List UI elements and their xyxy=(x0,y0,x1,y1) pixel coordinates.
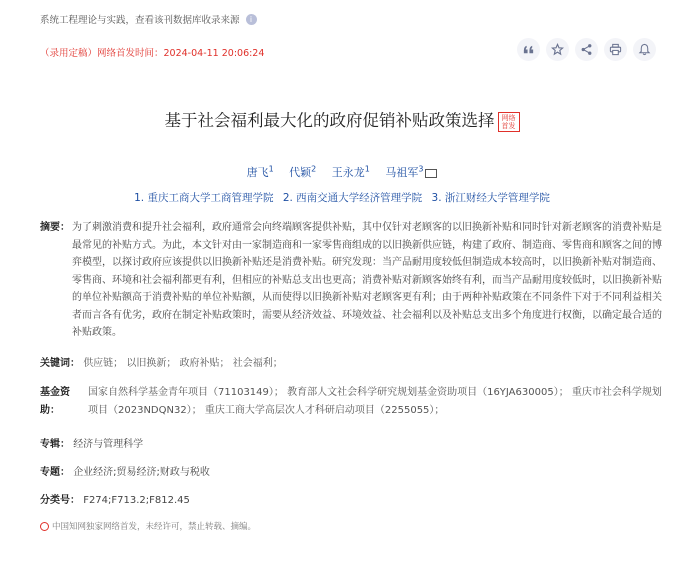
keyword-link[interactable]: 以旧换新； xyxy=(126,358,177,369)
abstract-text: 为了刺激消费和提升社会福利，政府通常会向终端顾客提供补贴，其中仅针对老顾客的以旧换新补贴和同时针对新老顾客的消费补贴是最常见的补贴方式。为此，本文针对由一家制造商和一家零售商组成的以旧换新供应链，构建了政府、制造商、零售商和顾客之间的博弈模型，以探讨政府应该提供以旧换新补贴还是消费补贴。研究发现：当产品耐用度较低但制造成本较高时，以旧换新补贴对制造商、零售商、环境和社会福利都更有利，但相应的补贴总支出也更高；消费补贴对新顾客始终有利，而当产品耐用度较低时，以旧换新补贴的单位补贴额高于消费补贴的单位补贴额，从而使得以旧换新补贴对老顾客更有利；由于两种补贴政策在不同条件下对于不同利益相关者而言各有优劣，政府在制定补贴政策时，需要从经济效益、环境效益、社会福利以及补贴总支出多个角度进行权衡，以确定最合适的补贴政策。 xyxy=(72,222,662,338)
author-affil-index: 1 xyxy=(268,164,274,174)
article-toolbar xyxy=(517,38,656,61)
author-link[interactable] xyxy=(332,166,370,179)
author-name: 代颖 xyxy=(289,166,312,179)
print-icon xyxy=(609,43,622,56)
author-affil-index: 1 xyxy=(364,164,370,174)
topic-label: 专题： xyxy=(40,467,70,478)
classification-section xyxy=(40,492,190,510)
topic-value: 企业经济;贸易经济;财政与税收 xyxy=(73,467,210,478)
online-first-badge: 网络首发 xyxy=(498,112,520,132)
keyword-link[interactable]: 社会福利； xyxy=(232,358,283,369)
collection-section xyxy=(40,436,143,454)
author-affil-index: 2 xyxy=(311,164,317,174)
alert-button[interactable] xyxy=(633,38,656,61)
topic-section xyxy=(40,464,210,482)
collection-label: 专辑： xyxy=(40,439,70,450)
abstract-label: 摘要： xyxy=(40,222,70,233)
affiliation-link[interactable]: 1. 重庆工商大学工商管理学院 xyxy=(134,192,274,204)
affiliation-link[interactable]: 2. 西南交通大学经济管理学院 xyxy=(282,192,423,204)
info-icon[interactable]: i xyxy=(246,14,257,25)
favorite-button[interactable] xyxy=(546,38,569,61)
author-name: 唐飞 xyxy=(246,166,269,179)
cnki-icon xyxy=(40,522,49,531)
mail-icon[interactable] xyxy=(425,169,437,178)
affiliation-list xyxy=(0,190,684,205)
funding-text[interactable]: 国家自然科学基金青年项目（71103149）； 教育部人文社会科学研究规划基金资助项目（16YJA630005）； 重庆市社会科学规划项目（2023NDQN32）； 重庆工商大学高层次人才科研启动项目（2255055）； xyxy=(88,387,662,416)
quote-button[interactable] xyxy=(517,38,540,61)
copyright-text: 中国知网独家网络首发，未经许可，禁止转载、摘编。 xyxy=(52,522,257,532)
author-link[interactable] xyxy=(289,166,316,179)
article-title-row xyxy=(0,107,684,132)
keyword-link[interactable]: 供应链； xyxy=(83,358,124,369)
share-button[interactable] xyxy=(575,38,598,61)
author-name: 王永龙 xyxy=(331,166,365,179)
journal-source-line xyxy=(40,12,257,26)
keywords-label: 关键词： xyxy=(40,358,80,369)
collection-value: 经济与管理科学 xyxy=(73,439,144,450)
share-icon xyxy=(580,43,593,56)
funding-section xyxy=(40,384,664,419)
abstract-section xyxy=(40,219,662,342)
author-name: 马祖军 xyxy=(385,166,419,179)
funding-label: 基金资助： xyxy=(40,387,70,416)
article-title: 基于社会福利最大化的政府促销补贴政策选择 xyxy=(164,111,495,130)
star-icon xyxy=(551,43,564,56)
quote-icon xyxy=(522,43,535,56)
print-button[interactable] xyxy=(604,38,627,61)
affiliation-link[interactable]: 3. 浙江财经大学管理学院 xyxy=(431,192,550,204)
author-affil-index: 3 xyxy=(418,164,424,174)
classification-label: 分类号： xyxy=(40,495,80,506)
keywords-section xyxy=(40,355,283,373)
copyright-notice xyxy=(40,520,256,532)
author-link[interactable] xyxy=(385,166,437,179)
journal-source-link[interactable]: 系统工程理论与实践，查看该刊数据库收录来源 xyxy=(40,15,240,26)
author-link[interactable] xyxy=(247,166,274,179)
keyword-link[interactable]: 政府补贴； xyxy=(179,358,230,369)
classification-value: F274;F713.2;F812.45 xyxy=(83,495,190,506)
publish-status: （录用定稿）网络首发时间：2024-04-11 20:06:24 xyxy=(40,48,265,59)
author-list xyxy=(0,164,684,180)
bell-icon xyxy=(638,43,651,56)
